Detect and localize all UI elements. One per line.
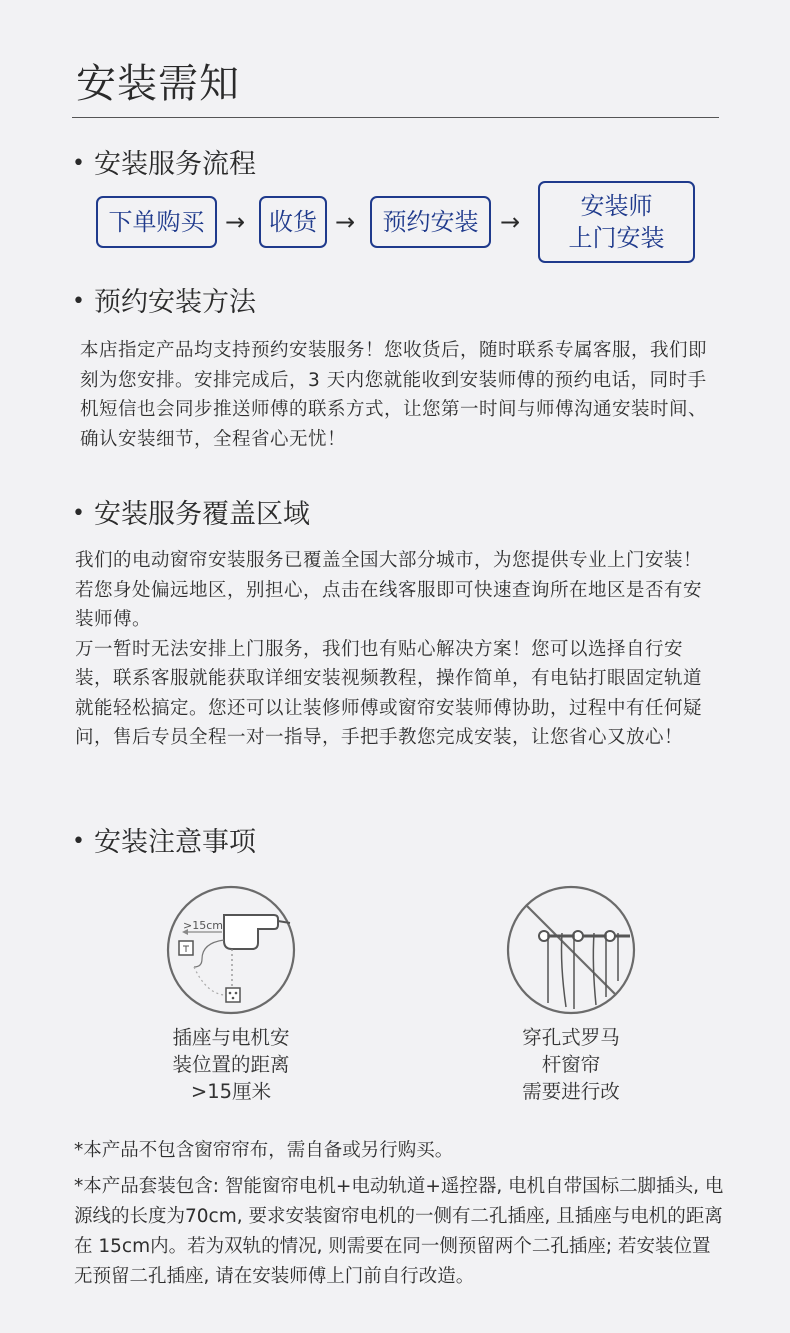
page-title: 安装需知 [76,61,240,107]
process-step-receive: 收货 [259,196,327,248]
coverage-text [75,546,720,753]
arrow-right-icon: → [500,208,521,236]
method-text [80,336,720,454]
title-divider [72,117,719,118]
socket-distance-icon [166,885,296,1015]
section-heading-text: 预约安装方法 [94,287,256,318]
distance-label: >15cm [183,919,223,932]
method-paragraph: 本店指定产品均支持预约安装服务！您收货后，随时联系专属客服，我们即刻为您安排。安排完成后，3 天内您就能收到安装师傅的预约电话，同时手机短信也会同步推送师傅的联系方式，让您第一时间与师傅沟通安装时间、确认安装细节，全程省心无忧！ [80,340,708,450]
bullet-icon: • [72,501,85,526]
footnote-package-contents: *本产品套装包含: 智能窗帘电机+电动轨道+遥控器, 电机自带国标二脚插头, 电源线的长度为70cm, 要求安装窗帘电机的一侧有二孔插座, 且插座与电机的距离在 15cm内。若为双轨的情况, 则需要在同一侧预留两个二孔插座; 若安装位置无预留二孔插座, 请在安装师傅上门前自行改造。 [74,1176,724,1287]
section-heading-notes [72,820,256,859]
footnote-no-fabric: *本产品不包含窗帘帘布，需自备或另行购买。 [74,1140,454,1161]
bullet-icon: • [72,829,85,854]
section-heading-coverage [72,492,310,531]
coverage-paragraph: 我们的电动窗帘安装服务已覆盖全国大部分城市，为您提供专业上门安装！若您身处偏远地区，别担心，点击在线客服即可快速查询所在地区是否有安装师傅。 [75,550,703,630]
section-heading-text: 安装服务覆盖区域 [94,499,310,530]
coverage-paragraph: 万一暂时无法安排上门服务，我们也有贴心解决方案！您可以选择自行安装，联系客服就能获取详细安装视频教程，操作简单，有电钻打眼固定轨道就能轻松搞定。您还可以让装修师傅或窗帘安装师傅协助，过程中有任何疑问，售后专员全程一对一指导，手把手教您完成安装，让您省心又放心！ [75,638,703,748]
section-heading-method [72,280,256,319]
bullet-icon: • [72,289,85,314]
socket-distance-caption: 插座与电机安 装位置的距离 >15厘米 [172,1026,290,1103]
section-heading-text: 安装服务流程 [94,149,256,180]
arrow-right-icon: → [225,208,246,236]
section-heading-process [72,142,256,181]
roman-rod-curtain-icon [506,885,636,1015]
roman-rod-caption: 穿孔式罗马 杆窗帘 需要进行改 [522,1026,620,1103]
section-heading-text: 安装注意事项 [94,827,256,858]
process-step-appointment: 预约安装 [370,196,491,248]
process-step-onsite-install: 安装师 上门安装 [538,181,695,263]
arrow-right-icon: → [335,208,356,236]
bullet-icon: • [72,151,85,176]
process-step-order: 下单购买 [96,196,217,248]
